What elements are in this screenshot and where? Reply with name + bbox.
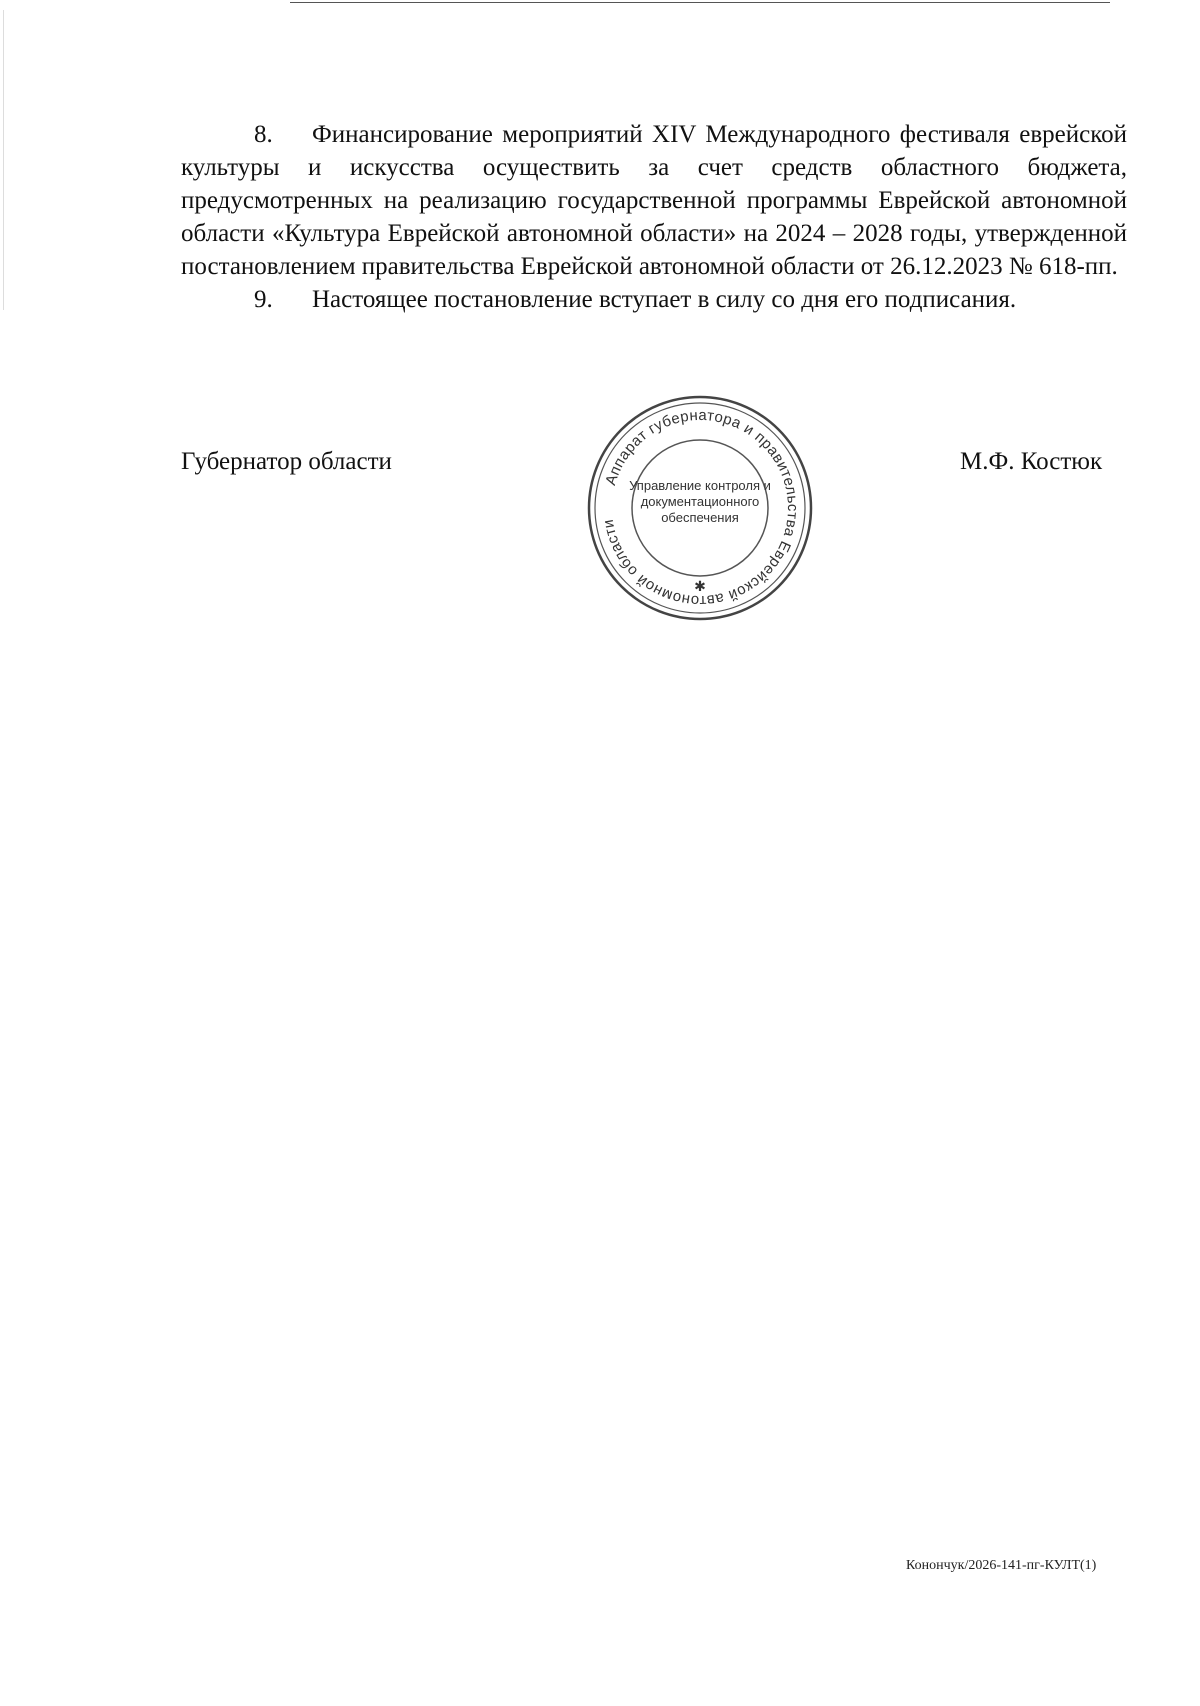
seal-center-text (625, 478, 775, 526)
paragraph-8 (181, 118, 1127, 283)
seal-star-icon: ✱ (694, 580, 706, 595)
paragraph-text: Финансирование мероприятий XIV Международного фестиваля еврейской культуры и искусства осуществить за счет средств областного бюджета, предусмотренных на реализацию государственной программы Еврейской автономной области «Культура Еврейской автономной области» на 2024 – 2028 годы, утвержденной постановлением правительства Еврейской автономной области от 26.12.2023 № 618-пп. (181, 121, 1127, 280)
signature-position: Губернатор области (181, 448, 392, 475)
paragraph-9 (181, 283, 1127, 316)
seal-center-line: обеспечения (661, 510, 739, 525)
paragraph-text: Настоящее постановление вступает в силу со дня его подписания. (312, 286, 1017, 313)
seal-center-line: документационного (640, 494, 760, 509)
seal-ring-text: Аппарат губернатора и правительства Еврейской автономной области (599, 406, 802, 610)
official-seal (585, 393, 815, 623)
scan-top-line (290, 2, 1110, 3)
document-body (181, 118, 1127, 316)
signatory-name: М.Ф. Костюк (960, 448, 1103, 475)
paragraph-number: 9. (254, 286, 273, 313)
footer-code: Конончук/2026-141-пг-КУЛТ(1) (906, 1558, 1097, 1573)
scan-left-edge (3, 10, 4, 310)
seal-center-line: Управление контроля и (629, 478, 771, 493)
paragraph-number: 8. (254, 121, 273, 148)
